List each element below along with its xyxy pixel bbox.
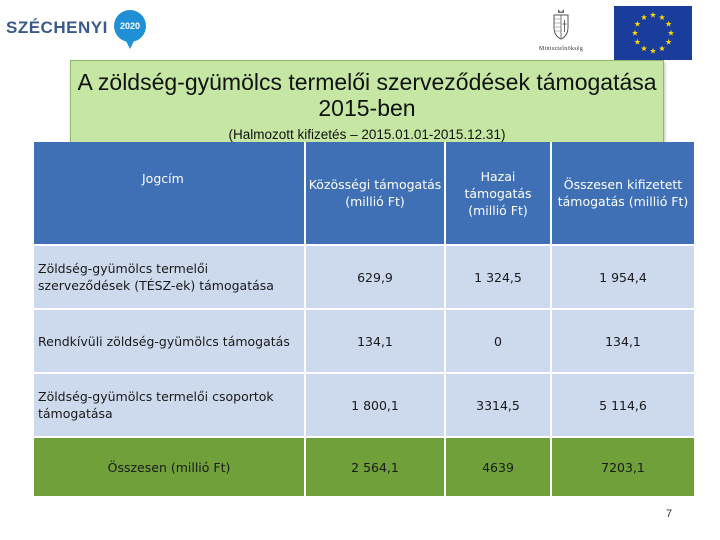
szechenyi-2020-badge: 2020: [114, 10, 146, 42]
row-label: Rendkívüli zöldség-gyümölcs támogatás: [34, 308, 306, 372]
hungarian-crest-icon: [552, 8, 570, 40]
cell-value: 134,1: [306, 308, 446, 372]
header-osszesen: Összesen kifizetett támogatás (millió Ft): [552, 142, 694, 244]
header-jogcim: Jogcím: [34, 142, 306, 244]
table-row: [34, 372, 694, 436]
header-kozossegi: Közösségi támogatás (millió Ft): [306, 142, 446, 244]
eu-flag-icon: [614, 6, 692, 60]
header-hazai: Hazai támogatás (millió Ft): [446, 142, 552, 244]
cell-value: 1 800,1: [306, 372, 446, 436]
total-value: 4639: [446, 436, 552, 496]
page-title: A zöldség-gyümölcs termelői szerveződések támogatása 2015-ben: [77, 69, 657, 121]
page-subtitle: (Halmozott kifizetés – 2015.01.01-2015.12.31): [228, 127, 506, 142]
szechenyi-2020-logo: [6, 8, 146, 52]
page-number: 7: [666, 508, 673, 520]
total-row: [34, 436, 694, 496]
cell-value: 134,1: [552, 308, 694, 372]
cell-value: 0: [446, 308, 552, 372]
total-value: 2 564,1: [306, 436, 446, 496]
table-row: [34, 244, 694, 308]
ministry-logo: [526, 6, 596, 60]
map-pin-icon: [125, 39, 135, 49]
support-table: [34, 142, 694, 496]
cell-value: 3314,5: [446, 372, 552, 436]
total-value: 7203,1: [552, 436, 694, 496]
row-label: Zöldség-gyümölcs termelői csoportok támogatása: [34, 372, 306, 436]
cell-value: 5 114,6: [552, 372, 694, 436]
cell-value: 1 324,5: [446, 244, 552, 308]
row-label: Zöldség-gyümölcs termelői szerveződések (TÉSZ-ek) támogatása: [34, 244, 306, 308]
total-label: Összesen (millió Ft): [34, 436, 306, 496]
cell-value: 629,9: [306, 244, 446, 308]
table-header-row: [34, 142, 694, 244]
szechenyi-logo-text: SZÉCHENYI: [6, 18, 108, 37]
ministry-name: Minisztelnökség: [538, 46, 584, 52]
table-row: [34, 308, 694, 372]
cell-value: 1 954,4: [552, 244, 694, 308]
